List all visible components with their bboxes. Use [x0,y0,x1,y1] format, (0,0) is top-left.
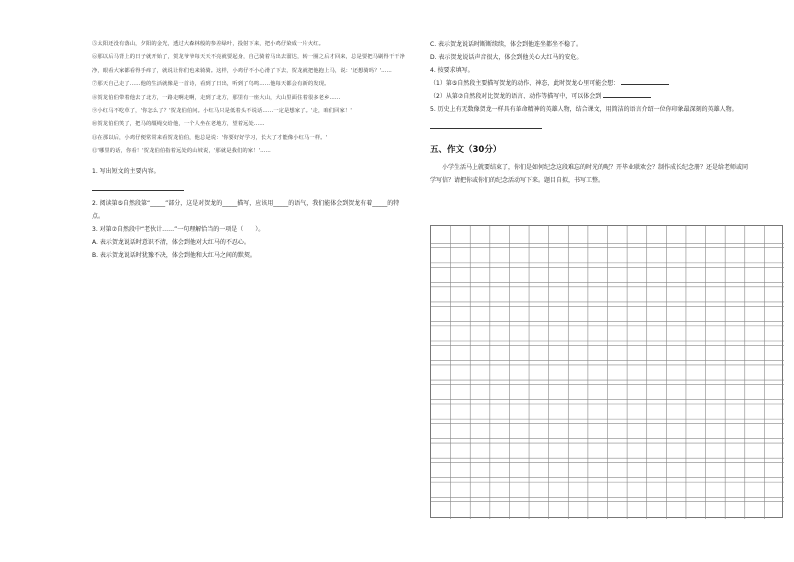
paragraph: ⑫'哪里的话，你看！'贺龙伯伯指着远处的山坡说，'那就是我们的家！'…… [92,148,271,155]
question-4-1-text: （1）第⑤自然段主要描写贺龙的动作、神态，此时贺龙心里可能会想： [430,80,620,87]
question-4-1 [430,77,752,90]
paragraph: ⑦那天自己走了……他的生活就像是一首诗，看到了日出，听到了鸟鸣……他每天都会有新的发现。 [92,81,330,88]
paragraph: ⑤太阳还没有落山，夕阳的金光，透过大森林般的参差绿叶，投射下来，把小鸡仔染成一片火红。 [92,41,325,47]
question-5: 5. 历史上有无数像贺龙一样具有革命精神的英雄人物，结合课文，用简洁的语言介绍一位你印象最深刻的英雄人物。 [430,106,738,113]
writing-grid-lines [431,226,784,519]
answer-blank[interactable] [621,78,669,85]
answer-line[interactable] [92,182,184,191]
option-b[interactable]: B. 表示贺龙说话时犹豫不决，体会到他和大红马之间的默契。 [92,251,256,259]
composition-prompt: 小学生活马上就要结束了，你们是如何纪念这段难忘的时光的呢？开毕业联欢会？制作成长纪念册？还是给老师或同学写信？请把你或你们的纪念活动写下来。题目自拟，书写工整。 [430,164,749,184]
section-title: 五、作文（30分） [430,145,502,155]
paragraph: ⑧贺龙伯伯带着他去了北方，一路走啊走啊，走到了北方，那里有一座大山，大山里面住着很多老乡…… [92,94,341,101]
question-3: 3. 对第⑦自然段中“老伙计……”一句理解恰当的一项是（ ）。 [92,225,265,233]
paragraph: ⑥那以后马背上的日子就开始了，贺龙爷爷每天天不亮就要起身，自己骑着马出去溜达，转一圈之后才回来，总是要把马刷得干干净净，眼看大家都看得手痒了，就说让你们也来骑骑。这样，小鸡仔不小心滑了下去，贺龙就把他抱上马，说：'还想骑吗？'…… [92,54,406,74]
composition-grid[interactable] [430,225,783,518]
answer-line[interactable] [430,120,542,129]
right-column [430,38,752,187]
left-column [92,38,408,262]
question-4-2 [430,90,752,103]
option-d[interactable]: D. 表示贺龙说话声音很大，体会到他关心大红马的安危。 [430,54,583,61]
paragraph: ⑪在那以后，小鸡仔便常常来看贺龙伯伯，他总是说：'你要好好学习，长大了才能像小红马一样。' [92,134,328,141]
question-4-2-text: （2）从第⑦自然段对比贺龙的语言、动作等描写中，可以体会到 [430,93,602,100]
paragraph: ⑨小红马不吃草了，'你怎么了？'贺龙伯伯问。小红马只是低着头不说话……一定是想家了。'走，咱们回家！' [92,108,352,115]
option-a[interactable]: A. 表示贺龙说话时意识不清，体会到他对大红马的不忍心。 [92,238,250,246]
paragraph: ⑩贺龙伯伯笑了，把马的缰绳交给他，一个人坐在老地方，望着远处…… [92,121,265,128]
question-2: 2. 阅读第⑤自然段第“_____”部分，这是对贺龙的_____描写，应该用_____的语气，我们能体会到贺龙有着_____的特点。 [92,199,400,220]
option-c[interactable]: C. 表示贺龙说话时断断续续，体会到他连坐都坐不稳了。 [430,41,583,48]
answer-blank[interactable] [603,91,651,98]
question-4: 4. 按要求填写。 [430,67,474,74]
question-1: 1. 写出短文的主要内容。 [92,167,160,175]
